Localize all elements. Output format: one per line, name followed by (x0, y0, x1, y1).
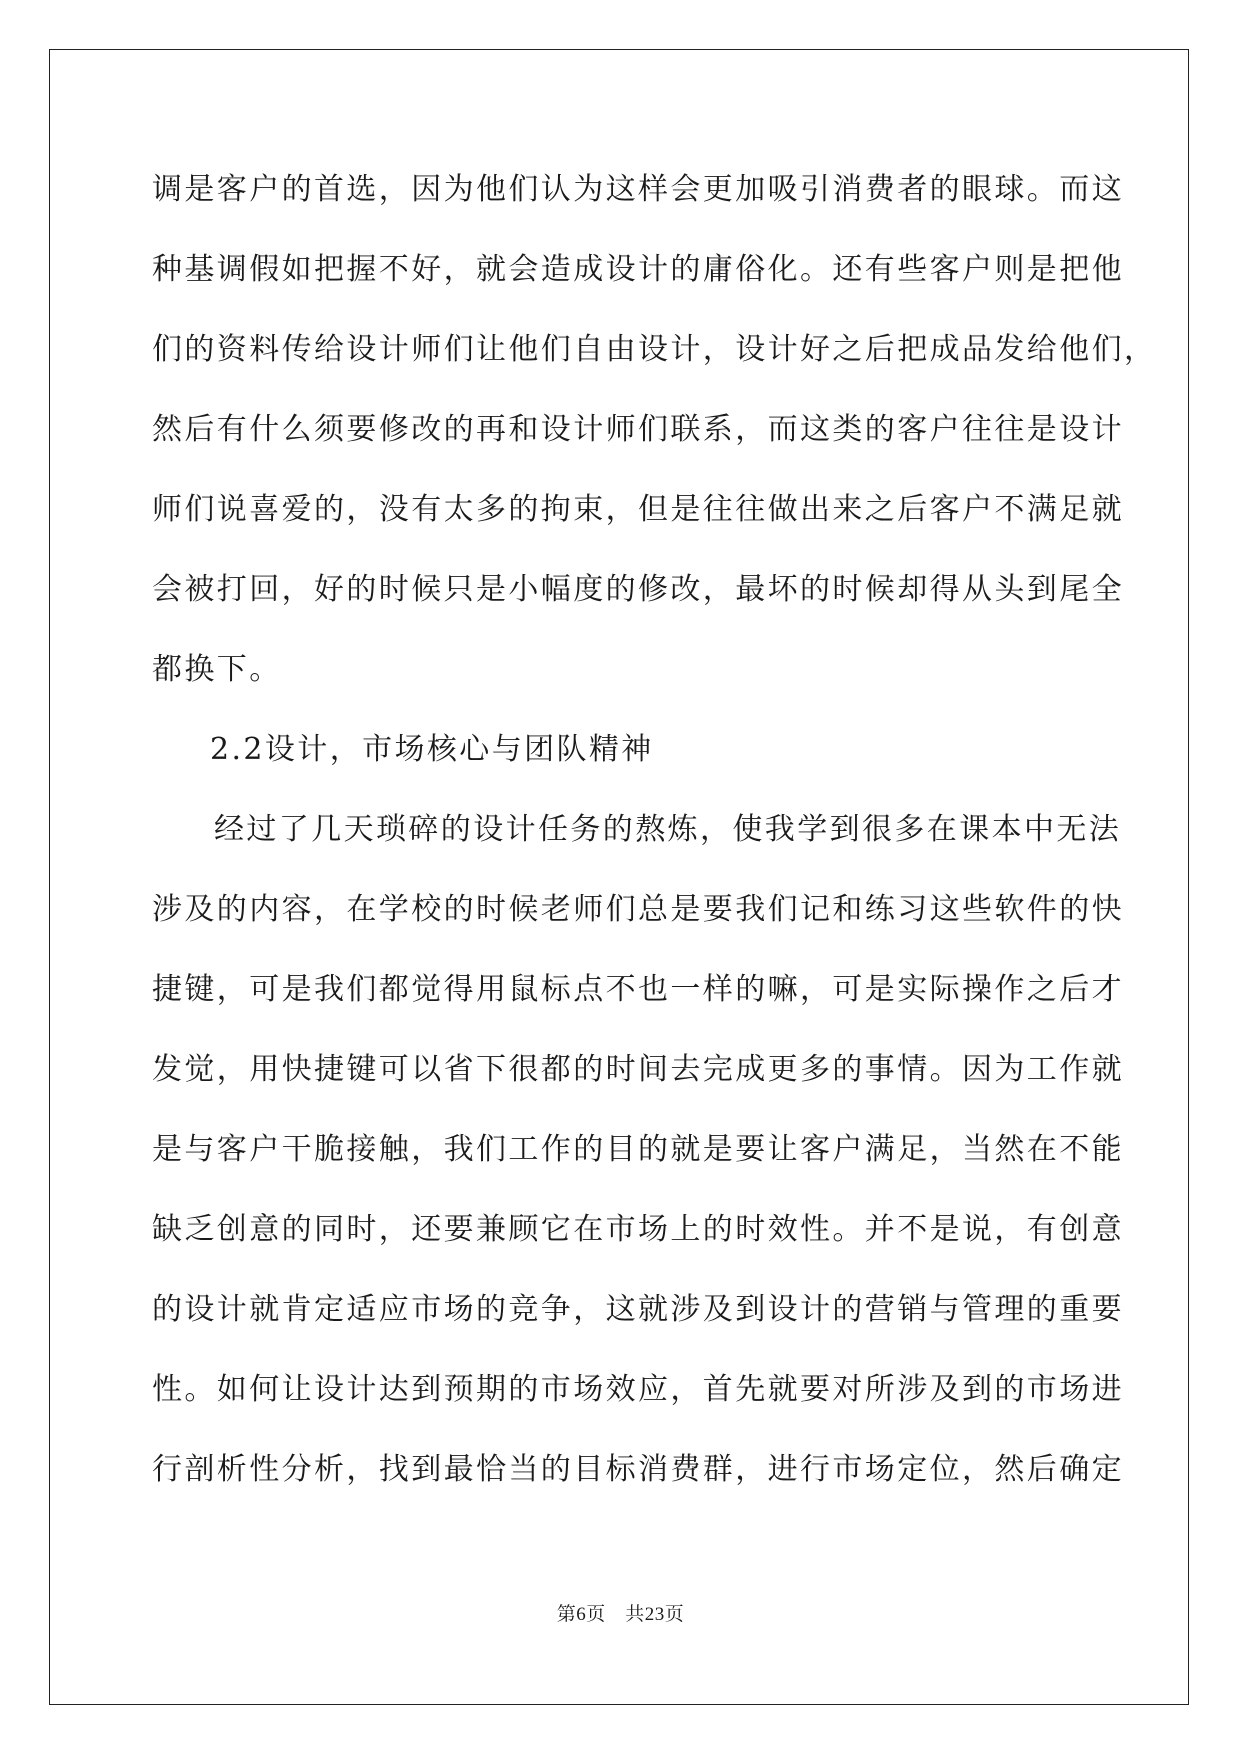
section-heading: 2.2设计，市场核心与团队精神 (210, 732, 654, 767)
paragraph-line: 们的资料传给设计师们让他们自由设计，设计好之后把成品发给他们， (152, 332, 1157, 367)
paragraph-line: 行剖析性分析，找到最恰当的目标消费群，进行市场定位，然后确定 (152, 1452, 1124, 1487)
paragraph-line: 涉及的内容，在学校的时候老师们总是要我们记和练习这些软件的快 (152, 892, 1124, 927)
paragraph-line: 的设计就肯定适应市场的竞争，这就涉及到设计的营销与管理的重要 (152, 1292, 1124, 1327)
paragraph-line: 是与客户干脆接触，我们工作的目的就是要让客户满足，当然在不能 (152, 1132, 1124, 1167)
paragraph-line: 都换下。 (152, 652, 282, 687)
paragraph-line: 师们说喜爱的，没有太多的拘束，但是往往做出来之后客户不满足就 (152, 492, 1124, 527)
paragraph-line: 缺乏创意的同时，还要兼顾它在市场上的时效性。并不是说，有创意 (152, 1212, 1124, 1247)
paragraph-line: 种基调假如把握不好，就会造成设计的庸俗化。还有些客户则是把他 (152, 252, 1124, 287)
paragraph-line: 调是客户的首选，因为他们认为这样会更加吸引消费者的眼球。而这 (152, 172, 1124, 207)
paragraph-line: 捷键，可是我们都觉得用鼠标点不也一样的嘛，可是实际操作之后才 (152, 972, 1124, 1007)
paragraph-line: 性。如何让设计达到预期的市场效应，首先就要对所涉及到的市场进 (152, 1372, 1124, 1407)
page-footer: 第6页 共23页 (556, 1604, 685, 1625)
paragraph-line: 会被打回，好的时候只是小幅度的修改，最坏的时候却得从头到尾全 (152, 572, 1124, 607)
paragraph-line: 发觉，用快捷键可以省下很都的时间去完成更多的事情。因为工作就 (152, 1052, 1124, 1087)
paragraph-line: 经过了几天琐碎的设计任务的熬炼，使我学到很多在课本中无法 (214, 812, 1122, 847)
paragraph-line: 然后有什么须要修改的再和设计师们联系，而这类的客户往往是设计 (152, 412, 1124, 447)
